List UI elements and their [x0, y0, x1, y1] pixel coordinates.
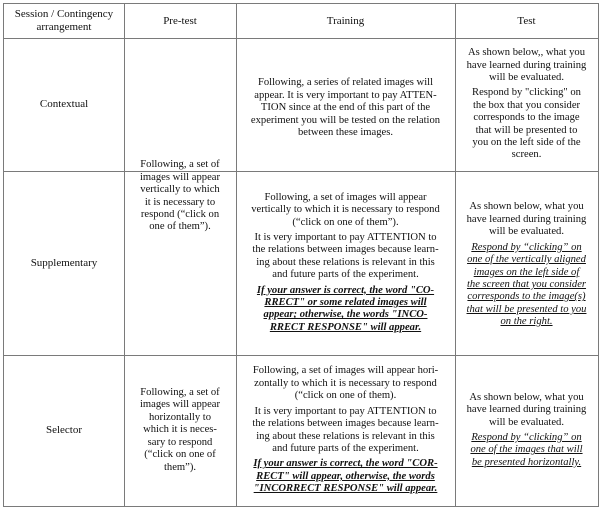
text-line: Respond by "clicking" on — [472, 87, 581, 99]
text-line: you on the left side of the — [472, 137, 581, 149]
row-label-text: Supplementary — [30, 256, 98, 269]
header-session-line: Session / Contingency — [14, 8, 114, 20]
feedback-line: RECT" will appear, otherwise, the words — [256, 470, 435, 482]
text-line: and future parts of the experiment. — [272, 269, 419, 281]
text-line: the relations between images because learn- — [252, 418, 439, 430]
text-line: (“click on one of — [144, 449, 216, 461]
feedback-line: RRECT" or some related images will — [264, 297, 427, 309]
text-line: (“click on one of them). — [294, 390, 397, 402]
respond-line: be presented horizontally. — [471, 456, 582, 468]
selector-test-cell — [455, 355, 598, 506]
text-line: will be evaluated. — [488, 226, 564, 238]
text-line: As shown below,, what you — [467, 47, 585, 59]
text-line: will be evaluated. — [488, 416, 564, 428]
text-line: respond (“click on — [140, 208, 220, 220]
respond-line: the screen that you consider — [466, 278, 587, 290]
text-line: and future parts of the experiment. — [272, 442, 419, 454]
feedback-line: RRECT RESPONSE" will appear. — [269, 321, 422, 333]
row-label-text: Selector — [45, 424, 83, 437]
row-label-text: Contextual — [39, 98, 89, 111]
contextual-test-cell — [455, 38, 598, 171]
text-line: Following, a set of images will appear hori- — [252, 365, 439, 377]
text-line: them”). — [163, 461, 197, 473]
text-line: horizontally to — [148, 411, 212, 423]
text-line: sary to respond — [147, 436, 213, 448]
text-line: zontally to which it is necessary to respond — [254, 377, 437, 389]
text-line: between these images. — [297, 127, 393, 139]
text-line: images will appear — [139, 171, 220, 183]
text-line: have learned during training — [466, 59, 587, 71]
text-line: vertically to which — [140, 184, 220, 196]
text-line: vertically to which it is necessary to respond — [251, 204, 440, 216]
respond-line: Respond by “clicking” on — [471, 432, 582, 443]
text-line: Following, a set of — [140, 387, 220, 399]
text-line: Following, a set of — [140, 159, 220, 171]
text-line: ing about these relations is relevant in this — [256, 430, 435, 442]
text-line: have learned during training — [466, 404, 587, 416]
supplementary-test-cell — [455, 171, 598, 355]
text-line: TION since at the end of this part of the — [260, 102, 431, 114]
text-line: it is necessary to — [144, 196, 216, 208]
text-line: the relations between images because learn- — [252, 244, 439, 256]
feedback-line: appear; otherwise, the words "INCO- — [263, 309, 428, 321]
row-label-contextual — [4, 38, 124, 171]
respond-line: that will be presented to you — [466, 303, 587, 315]
feedback-line: "INCORRECT RESPONSE" will appear. — [253, 483, 438, 495]
selector-pretest-cell — [124, 355, 236, 506]
text-line: one of them”). — [149, 221, 211, 233]
header-test — [455, 4, 598, 38]
feedback-line: If your answer is correct, the word "COR- — [253, 458, 438, 470]
header-pretest — [124, 4, 236, 38]
respond-line: images on the left side of — [473, 266, 580, 278]
shared-pretest-cell — [124, 38, 236, 355]
row-label-selector — [4, 355, 124, 506]
text-line: Following, a series of related images will — [257, 77, 434, 89]
header-pretest-label: Pre-test — [163, 14, 197, 27]
text-line: As shown below, what you — [469, 391, 584, 403]
text-line: which it is neces- — [143, 424, 217, 436]
instructions-table — [3, 3, 599, 507]
respond-line: corresponds to the image(s) — [467, 291, 586, 303]
text-line: have learned during training — [466, 213, 587, 225]
row-label-supplementary — [4, 171, 124, 355]
contextual-training-cell — [236, 38, 455, 171]
respond-line: one of the images that will — [470, 444, 583, 456]
text-line: ing about these relations is relevant in this — [256, 256, 435, 268]
header-session-line: arrangement — [36, 21, 92, 33]
text-line: appear. It is very important to pay ATTEN- — [254, 89, 437, 101]
text-line: corresponds to the image — [473, 112, 580, 124]
text-line: images will appear — [139, 399, 220, 411]
feedback-line: If your answer is correct, the word "CO- — [256, 284, 435, 296]
supplementary-training-cell — [236, 171, 455, 355]
header-training — [236, 4, 455, 38]
respond-line: Respond by “clicking” on — [471, 241, 582, 253]
respond-line: one of the vertically aligned — [467, 254, 586, 266]
text-line: experiment you will be tested on the relation — [250, 114, 441, 126]
text-line: will be evaluated. — [488, 71, 564, 83]
text-line: screen. — [511, 149, 542, 161]
respond-line: on the right. — [500, 316, 553, 328]
header-test-label: Test — [517, 14, 536, 27]
text-line: It is very important to pay ATTENTION to — [254, 405, 437, 417]
text-line: It is very important to pay ATTENTION to — [254, 231, 437, 243]
header-session — [4, 4, 124, 38]
header-training-label: Training — [326, 14, 365, 27]
text-line: that will be presented to — [475, 124, 578, 136]
text-line: Following, a set of images will appear — [264, 191, 427, 203]
selector-training-cell — [236, 355, 455, 506]
text-line: As shown below, what you — [469, 201, 584, 213]
text-line: (“click on one of them”). — [292, 216, 399, 228]
text-line: the box that you consider — [472, 99, 581, 111]
